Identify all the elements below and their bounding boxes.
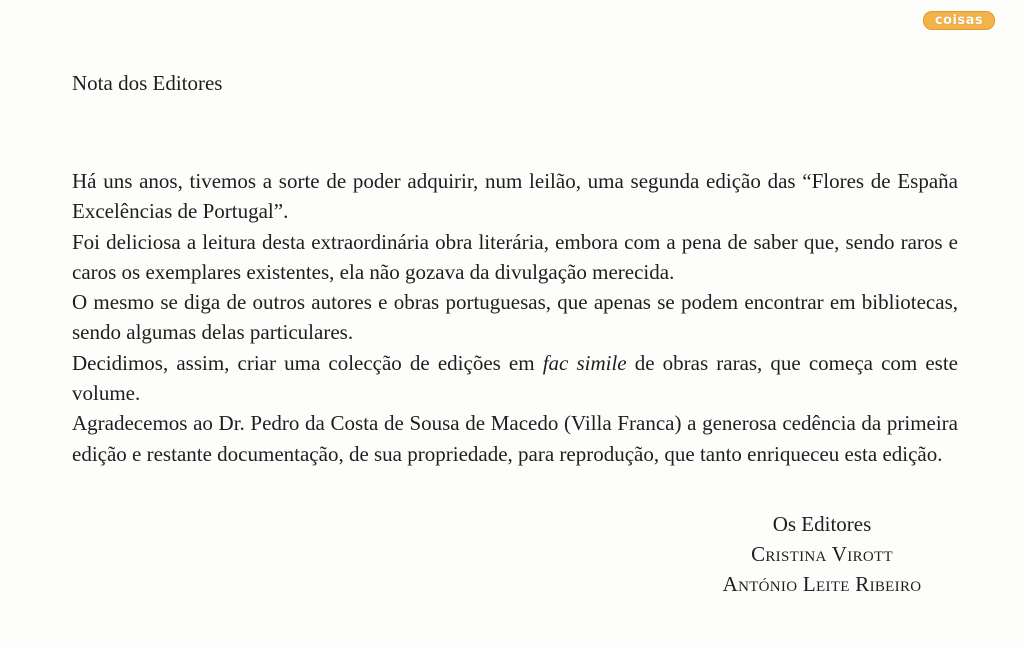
body-text: [72, 166, 958, 469]
paragraph-4: [72, 348, 958, 409]
signature-name-1: Cristina Virott: [751, 542, 893, 566]
paragraph-1: Há uns anos, tivemos a sorte de poder adquirir, num leilão, uma segunda edição das “Flores de España Excelências de Portugal”.: [72, 169, 958, 224]
paragraph-2: Foi deliciosa a leitura desta extraordinária obra literária, embora com a pena de saber que, sendo raros e caros os exemplares existentes, ela não gozava da divulgação merecida.: [72, 229, 958, 284]
signature-title: Os Editores: [772, 512, 872, 536]
page-title: Nota dos Editores: [72, 71, 223, 95]
italic-term: fac simile: [542, 350, 627, 375]
paragraph-4-start: Decidimos, assim, criar uma colecção de edições em: [72, 350, 543, 375]
signature-name-2: António Leite Ribeiro: [722, 572, 922, 596]
signature-block: [650, 509, 994, 599]
watermark-logo: coisas: [923, 11, 995, 30]
paragraph-3: O mesmo se diga de outros autores e obras portuguesas, que apenas se podem encontrar em bibliotecas, sendo algumas delas particulares.: [72, 290, 958, 345]
paragraph-4-end: de obras raras, que começa com este volume.: [72, 350, 958, 406]
paragraph-5: Agradecemos ao Dr. Pedro da Costa de Sousa de Macedo (Villa Franca) a generosa cedência da primeira edição e restante documentação, de sua propriedade, para reprodução, que tanto enriqueceu esta edição.: [72, 411, 958, 466]
